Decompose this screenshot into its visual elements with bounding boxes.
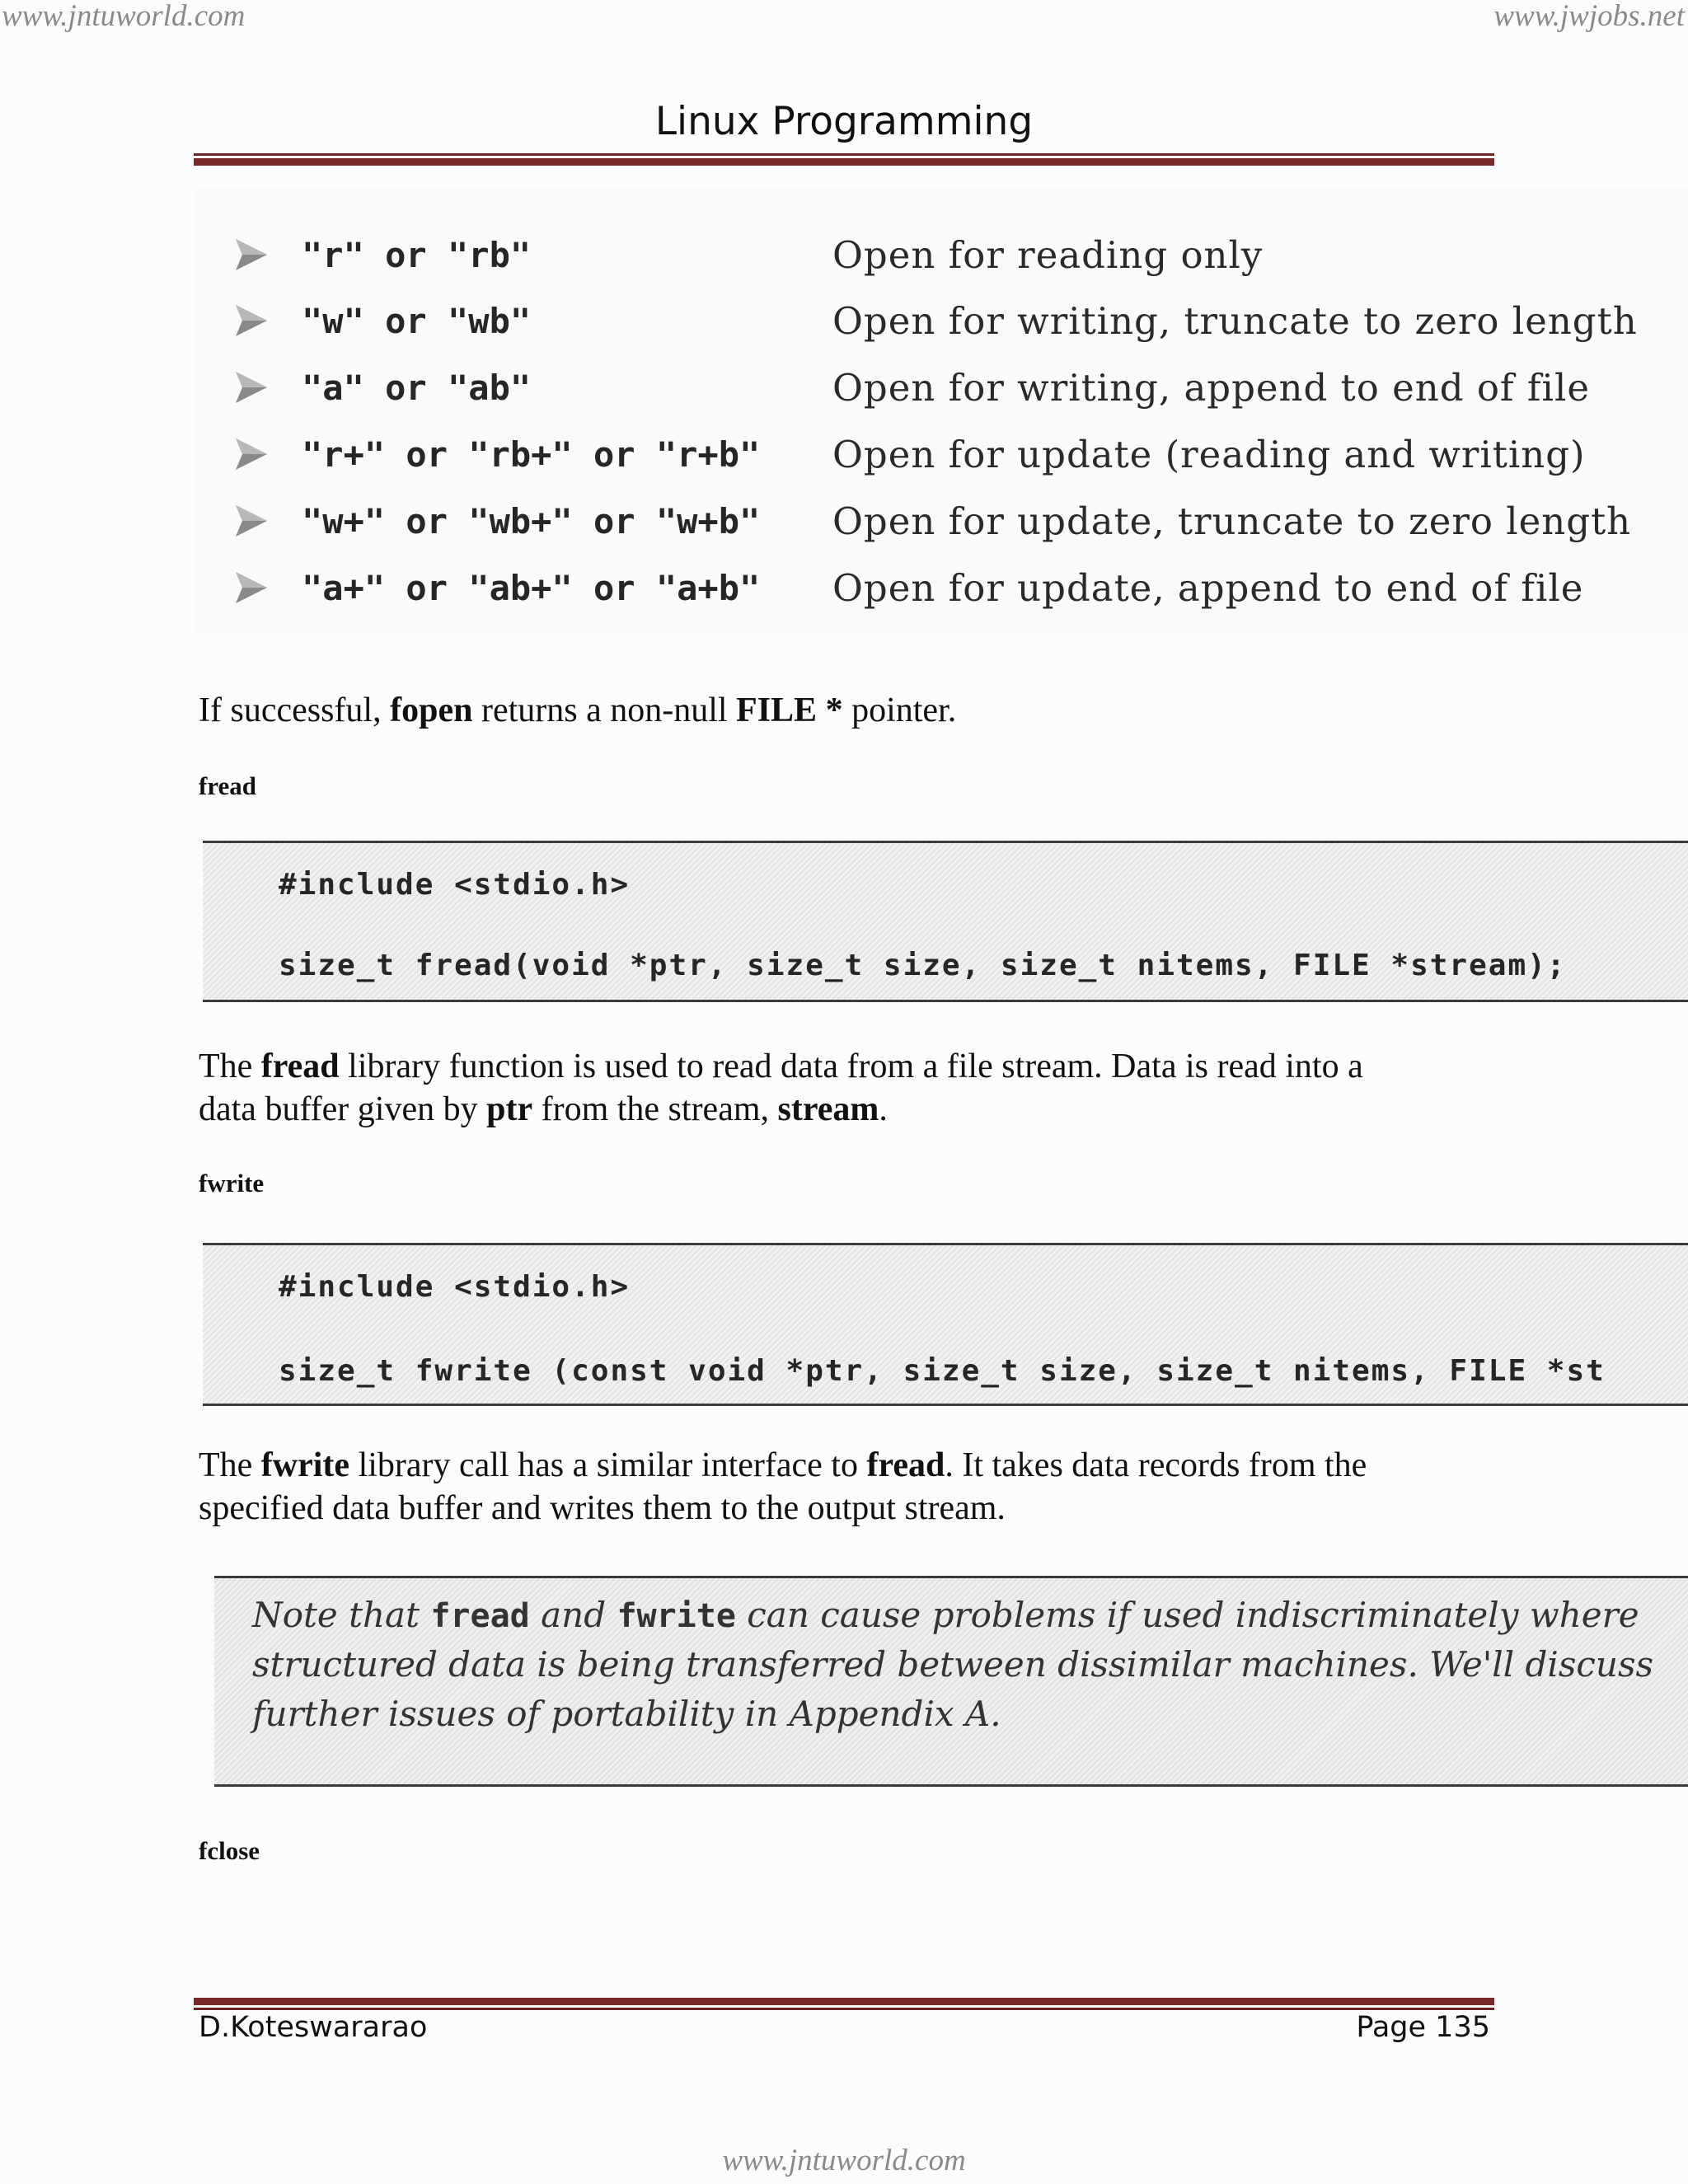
mode-code: "a" or "ab" xyxy=(302,368,532,408)
fread-heading: fread xyxy=(199,771,257,800)
mode-description: Open for update, truncate to zero length xyxy=(832,499,1632,543)
bullet-arrow-icon xyxy=(231,367,272,408)
mode-code: "r+" or "rb+" or "r+b" xyxy=(302,434,761,475)
mode-row xyxy=(231,229,1665,282)
mode-description: Open for update (reading and writing) xyxy=(832,433,1586,476)
header-rule xyxy=(194,153,1494,166)
mode-code: "w+" or "wb+" or "w+b" xyxy=(302,501,761,541)
bullet-arrow-icon xyxy=(231,234,272,275)
fclose-heading: fclose xyxy=(199,1836,260,1865)
footer-author: D.Koteswararao xyxy=(199,2011,428,2044)
watermark-bottom: www.jntuworld.com xyxy=(722,2144,966,2177)
mode-code: "a+" or "ab+" or "a+b" xyxy=(302,568,761,608)
mode-description: Open for writing, truncate to zero length xyxy=(832,299,1638,343)
mode-code: "r" or "rb" xyxy=(302,235,532,275)
mode-description: Open for writing, append to end of file xyxy=(832,366,1590,410)
fwrite-code-block xyxy=(203,1243,1688,1406)
footer-rule xyxy=(194,1998,1494,2010)
code-line: size_t fread(void *ptr, size_t size, size_t nitems, FILE *stream); xyxy=(279,949,1567,982)
bullet-arrow-icon xyxy=(231,300,272,341)
mode-description: Open for reading only xyxy=(832,233,1264,277)
code-line: #include <stdio.h> xyxy=(279,868,631,902)
mode-description: Open for update, append to end of file xyxy=(832,566,1584,610)
bullet-arrow-icon xyxy=(231,500,272,541)
mode-row xyxy=(231,295,1665,348)
watermark-top-right: www.jwjobs.net xyxy=(1493,0,1685,33)
mode-code: "w" or "wb" xyxy=(302,301,532,341)
fread-description: The fread library function is used to read data from a file stream. Data is read into a data buffer given by ptr from the stream, stream. xyxy=(199,1047,1363,1128)
bullet-arrow-icon xyxy=(231,434,272,475)
fread-code-block xyxy=(203,841,1688,1002)
bullet-arrow-icon xyxy=(231,567,272,608)
page-header-title: Linux Programming xyxy=(654,99,1034,144)
note-line: further issues of portability in Appendix A. xyxy=(252,1694,1001,1734)
code-line: #include <stdio.h> xyxy=(279,1270,631,1304)
fwrite-heading: fwrite xyxy=(199,1169,265,1197)
footer-page-number: Page 135 xyxy=(1356,2011,1490,2044)
mode-row xyxy=(231,362,1665,415)
note-line: structured data is being transferred between dissimilar machines. We'll discuss xyxy=(252,1644,1654,1685)
watermark-top-left: www.jntuworld.com xyxy=(2,0,246,33)
mode-row xyxy=(231,562,1665,615)
fwrite-description: The fwrite library call has a similar interface to fread. It takes data records from the specified data buffer and writes them to the output stream. xyxy=(199,1446,1367,1527)
portability-note xyxy=(214,1576,1688,1787)
fopen-return-paragraph: If successful, fopen returns a non-null FILE * pointer. xyxy=(199,691,957,729)
note-line: Note that fread and fwrite can cause problems if used indiscriminately where xyxy=(252,1595,1639,1635)
code-line: size_t fwrite (const void *ptr, size_t size, size_t nitems, FILE *st xyxy=(279,1354,1606,1388)
mode-row xyxy=(231,495,1665,548)
mode-row xyxy=(231,429,1665,481)
